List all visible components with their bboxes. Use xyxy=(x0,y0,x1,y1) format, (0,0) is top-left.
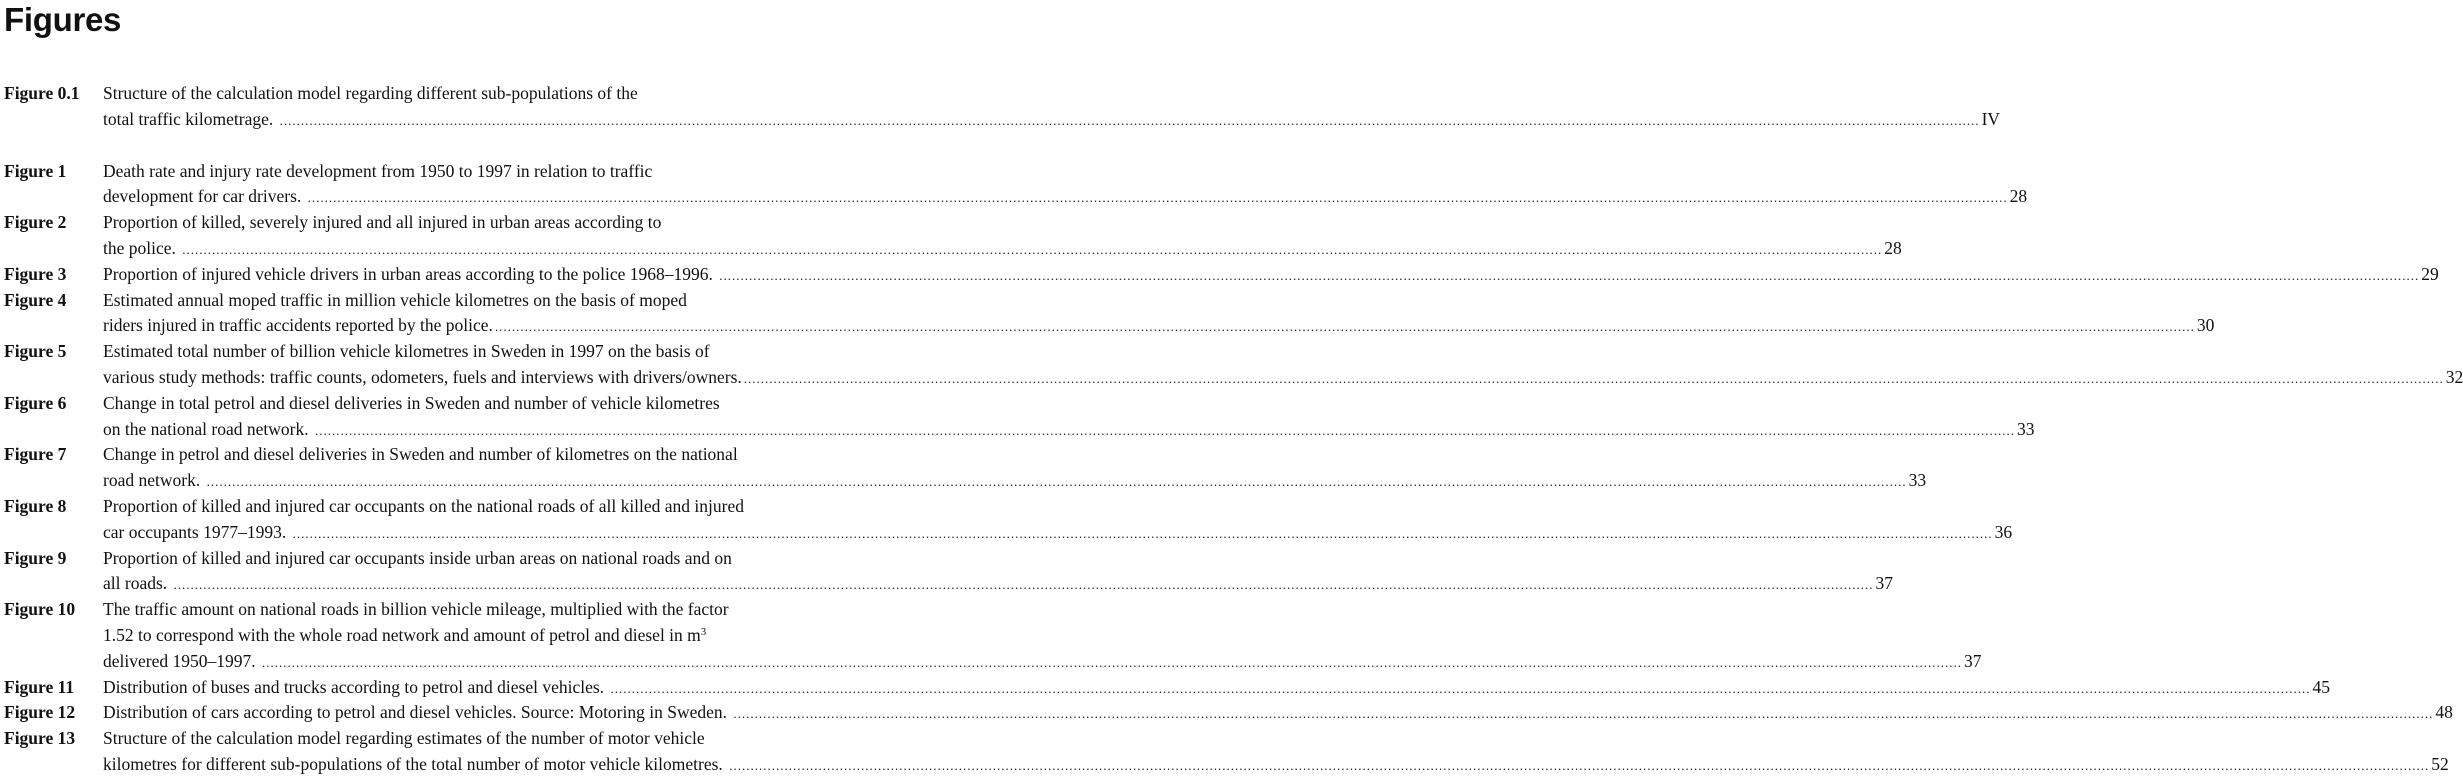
page-number[interactable]: 33 xyxy=(1908,470,1927,491)
figure-caption-last-line xyxy=(103,648,1982,674)
figure-caption-line xyxy=(103,158,958,184)
figure-caption-text: Change in petrol and diesel deliveries in Sweden and number of kilometres on the national xyxy=(103,444,738,465)
figure-caption-text: car occupants 1977–1993. xyxy=(103,521,291,542)
figure-caption-last-line xyxy=(103,261,2439,287)
figure-caption-line xyxy=(103,80,958,106)
figure-caption-text: Distribution of buses and trucks according to petrol and diesel vehicles. xyxy=(103,676,609,697)
superscript: 3 xyxy=(700,625,707,638)
figure-number: Figure 11 xyxy=(4,676,75,697)
figure-caption-last-line xyxy=(103,312,2215,338)
figure-number: Figure 6 xyxy=(4,392,67,413)
figure-caption-text: Structure of the calculation model regarding different sub-populations of the xyxy=(103,83,638,103)
figure-caption-text: Structure of the calculation model regarding estimates of the number of motor vehicle xyxy=(103,728,705,749)
figure-caption-text: Death rate and injury rate development from 1950 to 1997 in relation to traffic xyxy=(103,160,653,181)
figure-caption-last-line xyxy=(103,183,2028,209)
dot-leader: ................................................................................................................................................................................................................................................................................................................................................................................................................ xyxy=(494,319,2195,335)
figure-number: Figure 2 xyxy=(4,212,67,233)
dot-leader: ................................................................................................................................................................................................................................................................................................................................................................................................................ xyxy=(173,577,1874,593)
figure-number: Figure 5 xyxy=(4,341,67,362)
figure-caption-last-line xyxy=(103,570,1894,596)
dot-leader: ................................................................................................................................................................................................................................................................................................................................................................................................................ xyxy=(743,370,2444,386)
figure-number: Figure 10 xyxy=(4,599,76,620)
figure-number: Figure 9 xyxy=(4,547,67,568)
figure-caption-text: riders injured in traffic accidents reported by the police. xyxy=(103,315,493,336)
dot-leader: ................................................................................................................................................................................................................................................................................................................................................................................................................ xyxy=(610,680,2311,696)
figure-caption-line xyxy=(103,209,958,235)
figure-number: Figure 13 xyxy=(4,728,76,749)
figure-caption-text: Change in total petrol and diesel deliveries in Sweden and number of vehicle kilometres xyxy=(103,392,720,413)
dot-leader: ................................................................................................................................................................................................................................................................................................................................................................................................................ xyxy=(279,112,1980,128)
page-number[interactable]: 33 xyxy=(2016,418,2035,439)
figure-caption-text: Proportion of killed and injured car occupants inside urban areas on national roads and on xyxy=(103,547,732,568)
figure-caption-text: total traffic kilometrage. xyxy=(103,108,278,129)
figure-caption-line xyxy=(103,622,958,648)
figure-caption-text: the police. xyxy=(103,237,181,258)
figure-caption-last-line xyxy=(103,519,2013,545)
figure-number: Figure 0.1 xyxy=(4,83,80,103)
dot-leader: ................................................................................................................................................................................................................................................................................................................................................................................................................ xyxy=(733,706,2434,722)
dot-leader: ................................................................................................................................................................................................................................................................................................................................................................................................................ xyxy=(182,241,1883,257)
figure-caption-text: Proportion of killed, severely injured and all injured in urban areas according to xyxy=(103,212,662,233)
page-number[interactable]: 36 xyxy=(1994,521,2013,542)
figure-caption-last-line xyxy=(103,751,2449,777)
page-title: Figures xyxy=(4,1,122,38)
figure-caption-line xyxy=(103,441,958,467)
figure-caption-last-line xyxy=(103,674,2330,700)
figure-caption-line xyxy=(103,338,958,364)
figure-number: Figure 3 xyxy=(4,263,67,284)
dot-leader: ................................................................................................................................................................................................................................................................................................................................................................................................................ xyxy=(307,190,2008,206)
figure-caption-text: 1.52 to correspond with the whole road network and amount of petrol and diesel in m xyxy=(103,624,701,645)
figure-caption-text: Distribution of cars according to petrol and diesel vehicles. Source: Motoring in Sweden. xyxy=(103,702,732,723)
page-number[interactable]: 29 xyxy=(2421,263,2439,284)
figure-number: Figure 8 xyxy=(4,496,67,516)
page-number[interactable]: 52 xyxy=(2431,753,2449,774)
page-number[interactable]: 45 xyxy=(2312,676,2330,697)
figure-caption-text: delivered 1950–1997. xyxy=(103,650,260,671)
figure-caption-text: Estimated annual moped traffic in million vehicle kilometres on the basis of moped xyxy=(103,289,687,310)
figure-caption-last-line xyxy=(103,699,2453,725)
figure-caption-text: kilometres for different sub-populations of the total number of motor vehicle kilometres. xyxy=(103,753,728,774)
figure-number: Figure 12 xyxy=(4,702,76,723)
figure-caption-text: Proportion of killed and injured car occupants on the national roads of all killed and injured xyxy=(103,496,745,516)
figure-caption-last-line xyxy=(103,467,1927,493)
figure-caption-text: all roads. xyxy=(103,573,172,594)
figure-caption-text: various study methods: traffic counts, odometers, fuels and interviews with drivers/owners. xyxy=(103,366,742,387)
dot-leader: ................................................................................................................................................................................................................................................................................................................................................................................................................ xyxy=(314,422,2015,438)
figure-caption-text: on the national road network. xyxy=(103,418,313,439)
figure-caption-text: road network. xyxy=(103,470,205,491)
page-number[interactable]: 30 xyxy=(2196,315,2215,336)
figure-caption-line xyxy=(103,287,958,313)
figure-caption-line xyxy=(103,390,958,416)
figure-caption-text: Proportion of injured vehicle drivers in urban areas according to the police 1968–1996. xyxy=(103,263,718,284)
figure-caption-last-line xyxy=(103,106,2001,132)
figure-number: Figure 4 xyxy=(4,289,67,310)
figure-caption-line xyxy=(103,596,958,622)
page-number[interactable]: 28 xyxy=(2009,186,2028,207)
dot-leader: ................................................................................................................................................................................................................................................................................................................................................................................................................ xyxy=(261,654,1962,670)
figure-caption-last-line xyxy=(103,235,1902,261)
figure-caption-line xyxy=(103,493,958,519)
dot-leader: ................................................................................................................................................................................................................................................................................................................................................................................................................ xyxy=(206,474,1907,490)
page-number[interactable]: 28 xyxy=(1884,237,1902,258)
page-number[interactable]: 48 xyxy=(2435,702,2453,723)
figure-caption-line xyxy=(103,725,958,751)
page-number[interactable]: 37 xyxy=(1963,650,1982,671)
page-number[interactable]: 37 xyxy=(1875,573,1894,594)
figure-caption-text: The traffic amount on national roads in billion vehicle mileage, multiplied with the factor xyxy=(103,599,729,620)
figure-caption-last-line xyxy=(103,364,2463,390)
figure-caption-text: development for car drivers. xyxy=(103,186,306,207)
figure-caption-last-line xyxy=(103,416,2035,442)
figure-caption-text: Estimated total number of billion vehicle kilometres in Sweden in 1997 on the basis of xyxy=(103,341,710,362)
dot-leader: ................................................................................................................................................................................................................................................................................................................................................................................................................ xyxy=(729,757,2430,773)
page-number[interactable]: IV xyxy=(1981,108,2001,129)
figure-caption-line xyxy=(103,545,958,571)
figure-number: Figure 7 xyxy=(4,444,67,465)
dot-leader: ................................................................................................................................................................................................................................................................................................................................................................................................................ xyxy=(292,525,1993,541)
dot-leader: ................................................................................................................................................................................................................................................................................................................................................................................................................ xyxy=(719,267,2420,283)
figure-number: Figure 1 xyxy=(4,160,67,181)
page-number[interactable]: 32 xyxy=(2445,366,2463,387)
